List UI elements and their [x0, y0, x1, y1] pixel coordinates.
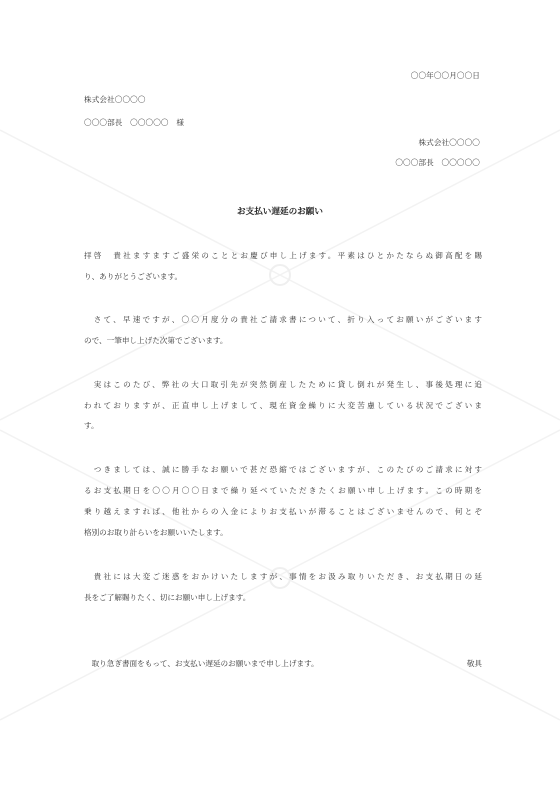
closing-row: [84, 659, 482, 669]
body-line: 長をご了解賜りたく、切にお願い申し上げます。: [84, 593, 251, 602]
closing-text: 取り急ぎ書面をもって、お支払い遅延のお願いまで申し上げます。: [84, 659, 319, 668]
sign-off: 敬具: [466, 659, 482, 668]
body-line: す。: [84, 421, 99, 430]
sender-person: 〇〇〇部長 〇〇〇〇〇: [395, 158, 480, 167]
body-line: われておりますが、正直申し上げまして、現在資金繰りに大変苦慮している状況でございま: [84, 401, 482, 410]
recipient-person: 〇〇〇部長 〇〇〇〇〇 様: [84, 118, 185, 127]
sender-company: 株式会社〇〇〇〇: [418, 138, 480, 147]
body-line: り、ありがとうございます。: [84, 272, 183, 281]
recipient-company: 株式会社〇〇〇〇: [84, 95, 146, 104]
body-line: ので、一筆申し上げた次第でございます。: [84, 336, 228, 345]
document-title: お支払い遅延のお願い: [237, 207, 323, 217]
body-line: 拝啓 貴社ますますご盛栄のこととお慶び申し上げます。平素はひとかたならぬ御高配を賜: [84, 251, 482, 260]
body-line: 格別のお取り計らいをお願いいたします。: [84, 528, 228, 537]
body-line: さて、早速ですが、〇〇月度分の貴社ご請求書について、折り入ってお願いがございます: [84, 315, 482, 324]
body-line: 実はこのたび、弊社の大口取引先が突然倒産したために貸し倒れが発生し、事後処理に追: [84, 380, 482, 389]
body-line: 貴社には大変ご迷惑をおかけいたしますが、事情をお汲み取りいただき、お支払期日の延: [84, 572, 482, 581]
body-line: るお支払期日を〇〇月〇〇日まで繰り延べていただきたくお願い申し上げます。この時期を: [84, 486, 482, 495]
body-line: つきましては、誠に勝手なお願いで甚だ恐縮ではございますが、このたびのご請求に対す: [84, 465, 482, 474]
document-date: 〇〇年〇〇月〇〇日: [410, 71, 480, 80]
body-line: 乗り越えますれば、他社からの入金によりお支払いが滞ることはございませんので、何とぞ: [84, 507, 482, 516]
